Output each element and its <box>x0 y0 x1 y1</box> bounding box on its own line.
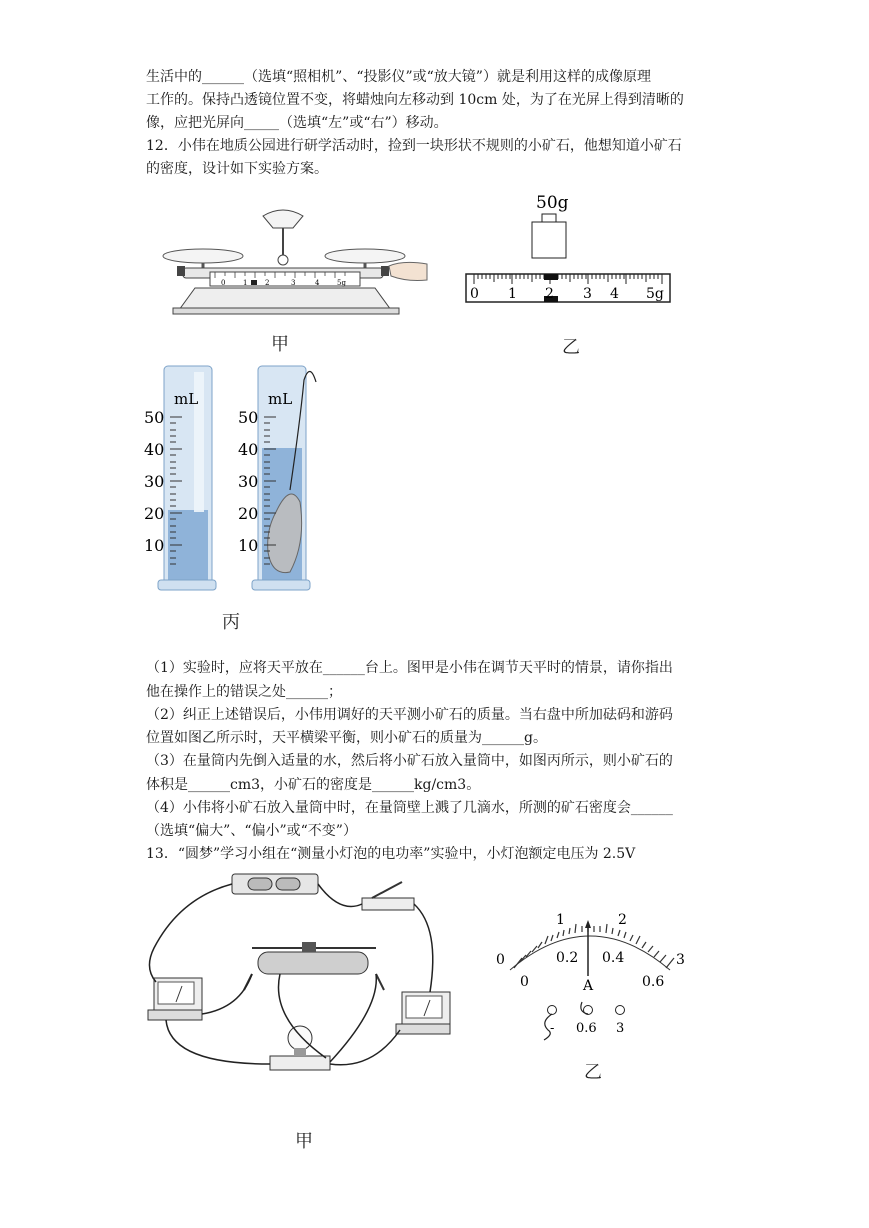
tick-10-left: 10 <box>144 536 165 555</box>
tick-30-right: 30 <box>238 472 259 491</box>
q2-line-2: 位置如图乙所示时，天平横梁平衡，则小矿石的质量为______g。 <box>146 730 547 746</box>
cylinders-caption: 丙 <box>222 612 240 633</box>
rider-scale-figure <box>462 188 677 308</box>
terminal-0.6: 0.6 <box>576 1021 597 1036</box>
text-line-3: 像，应把光屏向_____（选填“左”或“右”）移动。 <box>146 115 448 131</box>
tick-50-left: 50 <box>144 408 165 427</box>
terminal-3: 3 <box>616 1021 625 1036</box>
tick-10-right: 10 <box>238 536 259 555</box>
circuit-caption: 甲 <box>295 1131 313 1152</box>
ammeter-dial-figure <box>490 906 700 1046</box>
question-12-line-2: 的密度，设计如下实验方案。 <box>146 161 328 177</box>
unit-label-A: A <box>583 978 594 994</box>
rheostat <box>258 952 368 974</box>
outer-scale-3: 3 <box>676 952 685 968</box>
cylinder-before <box>158 366 216 590</box>
text-line-1: 生活中的______（选填“照相机”、“投影仪”或“放大镜”）就是利用这样的成像原理 <box>146 69 651 85</box>
balance-caption: 甲 <box>271 334 289 355</box>
bulb <box>288 1026 312 1050</box>
tick-40-left: 40 <box>144 440 165 459</box>
inner-scale-0: 0 <box>520 974 529 990</box>
scale-label-3: 3 <box>583 286 592 302</box>
dial-arc <box>510 936 670 970</box>
scale-label-2: 2 <box>545 286 554 302</box>
beam-label-2: 2 <box>265 279 270 287</box>
scale-label-5g: 5g <box>646 286 664 302</box>
scale-label-1: 1 <box>508 286 517 302</box>
ammeter-caption: 乙 <box>584 1062 602 1083</box>
inner-scale-0.4: 0.4 <box>602 950 625 966</box>
q3-line-2: 体积是______cm3，小矿石的密度是______kg/cm3。 <box>146 777 481 793</box>
tick-30-left: 30 <box>144 472 165 491</box>
beam-label-3: 3 <box>291 279 296 287</box>
text-line-2: 工作的。保持凸透镜位置不变，将蜡烛向左移动到 10cm 处，为了在光屏上得到清晰的 <box>146 92 684 108</box>
q1-line-1: （1）实验时，应将天平放在______台上。图甲是小伟在调节天平时的情景，请你指出 <box>146 660 673 676</box>
tick-40-right: 40 <box>238 440 259 459</box>
beam-label-5g: 5g <box>337 279 346 287</box>
rider-top <box>544 274 558 280</box>
beam-label-4: 4 <box>315 279 320 287</box>
tick-20-right: 20 <box>238 504 259 523</box>
cylinder-after <box>252 366 316 590</box>
terminal-minus: - <box>550 1021 555 1036</box>
q4-line-1: （4）小伟将小矿石放入量筒中时，在量筒壁上溅了几滴水，所测的矿石密度会______ <box>146 800 673 816</box>
q4-line-2: （选填“偏大”、“偏小”或“不变”） <box>146 823 357 839</box>
tick-20-left: 20 <box>144 504 165 523</box>
outer-scale-1: 1 <box>556 912 565 928</box>
switch <box>362 898 414 910</box>
outer-scale-0: 0 <box>496 952 505 968</box>
question-12-line-1: 12．小伟在地质公园进行研学活动时，捡到一块形状不规则的小矿石，他想知道小矿石 <box>146 138 682 154</box>
tick-50-right: 50 <box>238 408 259 427</box>
weight-label: 50g <box>536 193 569 213</box>
scale-label-4: 4 <box>610 286 619 302</box>
q2-line-1: （2）纠正上述错误后，小伟用调好的天平测小矿石的质量。当右盘中所加砝码和游码 <box>146 707 673 723</box>
scale-label-0: 0 <box>470 286 479 302</box>
unit-label-right: mL <box>268 390 293 408</box>
inner-scale-0.2: 0.2 <box>556 950 579 966</box>
battery-box <box>232 874 318 894</box>
question-13-line: 13．“圆梦”学习小组在“测量小灯泡的电功率”实验中，小灯泡额定电压为 2.5V <box>146 846 636 862</box>
cylinders-figure <box>140 362 340 597</box>
inner-scale-0.6: 0.6 <box>642 974 665 990</box>
balance-figure <box>155 200 435 325</box>
unit-label-left: mL <box>174 390 199 408</box>
lamp-base <box>270 1056 330 1070</box>
outer-scale-2: 2 <box>618 912 627 928</box>
rider-scale-caption: 乙 <box>562 337 580 358</box>
beam-label-1: 1 <box>243 279 248 287</box>
rider <box>251 280 257 285</box>
q1-line-2: 他在操作上的错误之处______； <box>146 684 342 700</box>
q3-line-1: （3）在量筒内先倒入适量的水，然后将小矿石放入量筒中，如图丙所示，则小矿石的 <box>146 753 673 769</box>
hand-illustration <box>389 262 427 280</box>
beam-label-0: 0 <box>221 279 226 287</box>
circuit-figure <box>140 868 460 1078</box>
